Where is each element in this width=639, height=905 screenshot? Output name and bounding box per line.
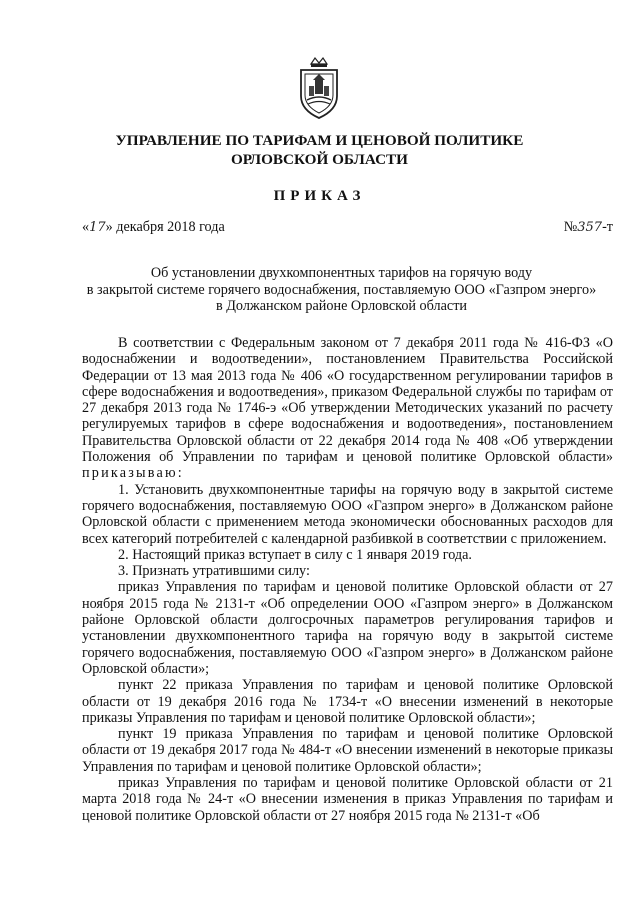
order-date [82,219,225,236]
paragraph-5: пункт 22 приказа Управления по тарифам и ценовой политике Орловской области от 19 декабря 2016 года № 1734-т «О внесении изменений в некоторые приказы Управления по тарифам и ценовой политике Орловской области»; [82,677,613,726]
org-line-2: ОРЛОВСКОЙ ОБЛАСТИ [230,151,408,168]
order-title: ПРИКАЗ [273,188,366,204]
date-month-year: » декабря 2018 года [105,219,225,235]
organization-name [0,131,639,169]
paragraph-7: приказ Управления по тарифам и ценовой политике Орловской области от 21 марта 2018 года № 24-т «О внесении изменения в приказ Управления по тарифам и ценовой политике Орловской области от 27 ноября 2015 года № 2131-т «Об [82,775,613,824]
order-number [564,219,613,236]
date-open-quote: « [82,219,90,235]
number-prefix: № [563,219,578,235]
order-subject [60,265,623,315]
date-day-handwritten: 17 [89,220,106,235]
subject-line-3: в Должанском районе Орловской области [215,298,467,315]
number-suffix: -т [602,219,613,235]
number-handwritten: 357 [577,220,603,235]
paragraph-4: приказ Управления по тарифам и ценовой политике Орловской области от 27 ноября 2015 года № 2131-т «Об определении ООО «Газпром энерго» в Должанском районе Орловской области долгосрочных параметров регулирования тарифов и установлении двухкомпонентного тарифа на горячую воду в закрытой системе горячего водоснабжения, поставляемую ООО «Газпром энерго» в Должанском районе Орловской области»; [82,579,613,677]
org-line-1: УПРАВЛЕНИЕ ПО ТАРИФАМ И ЦЕНОВОЙ ПОЛИТИКЕ [115,132,524,149]
paragraph-2: 2. Настоящий приказ вступает в силу с 1 января 2019 года. [118,546,472,563]
intro-text: В соответствии с Федеральным законом от 7 декабря 2011 года № 416-ФЗ «О водоснабжении и водоотведении», постановлением Правительства Российской Федерации от 13 мая 2013 года № 406 «О государственном регулировании тарифов в сфере водоснабжения и водоотведения», приказом Федеральной службы по тарифам от 27 декабря 2013 года № 1746-э «Об утверждении Методических указаний по расчету регулируемых тарифов в сфере водоснабжения и водоотведения», постановлением Правительства Орловской области от 22 декабря 2014 года № 408 «Об утверждении Положения об Управлении по тарифам и ценовой политике Орловской области» [82,335,613,466]
intro-paragraph [82,335,613,482]
paragraph-6: пункт 19 приказа Управления по тарифам и ценовой политике Орловской области от 19 декабря 2017 года № 484-т «О внесении изменений в некоторые приказы Управления по тарифам и ценовой политике Орловской области»; [82,726,613,775]
paragraph-1: 1. Установить двухкомпонентные тарифы на горячую воду в закрытой системе горячего водоснабжения, поставляемую ООО «Газпром энерго» в Должанском районе Орловской области с применением метода экономически обоснованных расходов для всех категорий потребителей с календарной разбивкой в соответствии с приложением. [82,481,613,547]
coat-of-arms-icon [297,56,341,120]
decree-word: приказываю: [82,465,184,482]
subject-line-2: в закрытой системе горячего водоснабжения, поставляемую ООО «Газпром энерго» [86,281,597,298]
subject-line-1: Об установлении двухкомпонентных тарифов на горячую воду [150,265,533,281]
paragraph-3: 3. Признать утратившими силу: [118,563,310,580]
order-body [82,335,613,824]
